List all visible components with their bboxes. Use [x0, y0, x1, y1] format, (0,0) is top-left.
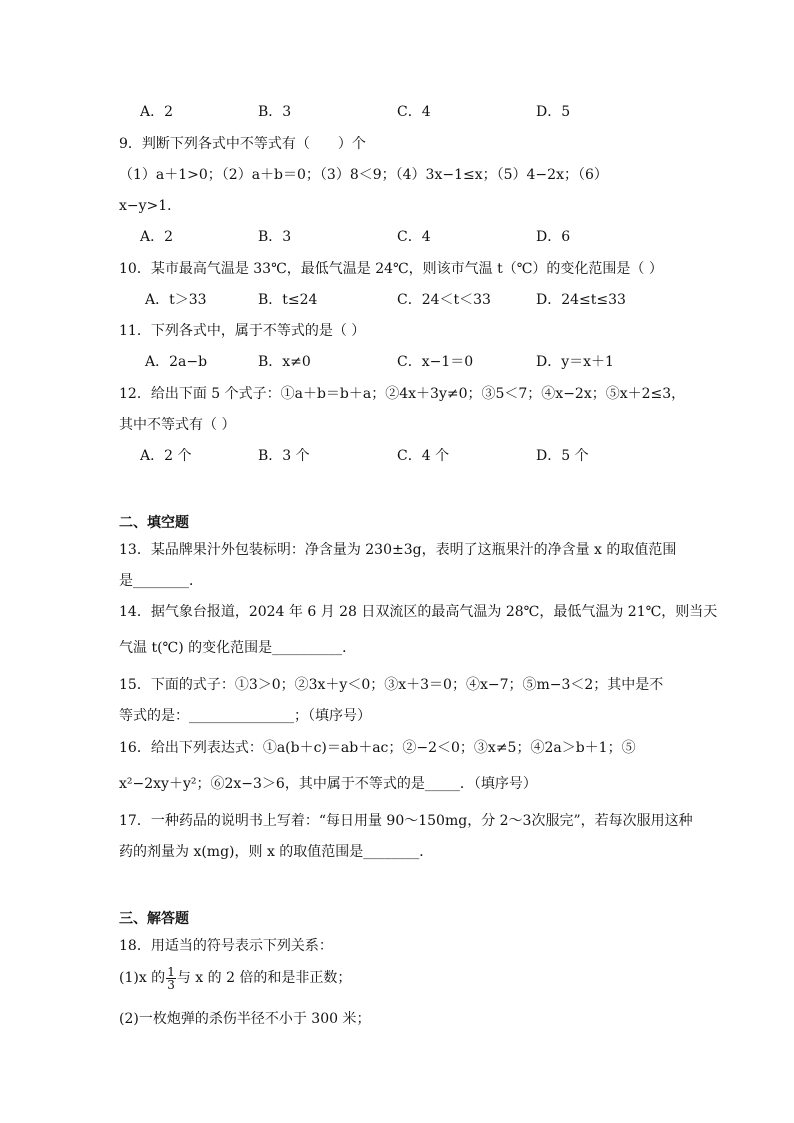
q12-option-d: D．5 个: [536, 448, 589, 464]
q14-stem-cont: 气温 t(℃) 的变化范围是__________．: [119, 640, 357, 656]
q8-option-b: B．3: [258, 104, 292, 120]
q12-stem: 12．给出下面 5 个式子：①a＋b＝b＋a；②4x＋3y≠0；③5＜7；④x−2x；⑤x＋2≤3，: [119, 386, 686, 402]
q13-stem-cont: 是________．: [119, 573, 203, 589]
q8-option-a: A．2: [140, 104, 174, 120]
q16-stem: 16．给出下列表达式：①a(b＋c)＝ab＋ac；②−2＜0；③x≠5；④2a＞b＋1；⑤: [119, 740, 636, 756]
q9-option-d: D．6: [536, 229, 571, 245]
q9-expressions: （1）a＋1>0；（2）a＋b＝0；（3）8＜9；（4）3x−1≤x；（5）4−2x；（6）: [119, 167, 608, 183]
q9-stem: 9．判断下列各式中不等式有（ ）个: [119, 136, 366, 152]
q13-stem: 13．某品牌果汁外包装标明：净含量为 230±3g，表明了这瓶果汁的净含量 x 的取值范围: [119, 542, 677, 558]
q10-option-d: D．24≤t≤33: [536, 292, 626, 308]
q14-stem: 14．据气象台报道，2024 年 6 月 28 日双流区的最高气温为 28℃，最低气温为 21℃，则当天: [119, 604, 718, 620]
q18-part1-prefix: (1)x 的: [119, 970, 166, 986]
one-third-fraction: $\frac{1}{3}$: [167, 964, 175, 992]
section-fill-in-title: 二、填空题: [119, 515, 189, 531]
q11-option-c: C．x−1＝0: [397, 354, 474, 370]
q16-stem-cont: x²−2xy＋y²；⑥2x−3＞6，其中属于不等式的是_____．（填序号）: [119, 776, 537, 792]
q9-option-a: A．2: [140, 229, 174, 245]
q10-option-b: B．t≤24: [258, 292, 318, 308]
q11-option-d: D．y＝x＋1: [536, 354, 614, 370]
q18-stem: 18．用适当的符号表示下列关系：: [119, 938, 333, 954]
q18-part1: [119, 964, 351, 992]
q12-stem-cont: 其中不等式有（ ）: [119, 417, 236, 433]
q15-stem-cont: 等式的是：_______________；（填序号）: [119, 708, 371, 724]
q12-option-b: B．3 个: [258, 448, 310, 464]
q12-option-a: A．2 个: [140, 448, 192, 464]
q11-option-a: A．2a−b: [145, 354, 208, 370]
q10-option-c: C．24＜t＜33: [397, 292, 491, 308]
q11-stem: 11．下列各式中，属于不等式的是（ ）: [119, 323, 366, 339]
q8-option-c: C．4: [397, 104, 431, 120]
q18-part2: (2)一枚炮弹的杀伤半径不小于 300 米；: [119, 1011, 371, 1027]
q10-option-a: A．t＞33: [145, 292, 207, 308]
q9-option-c: C．4: [397, 229, 431, 245]
q9-expressions-cont: x−y>1．: [119, 198, 182, 214]
q17-stem-cont: 药的剂量为 x(mg)，则 x 的取值范围是________．: [119, 844, 434, 860]
section-answer-title: 三、解答题: [119, 911, 189, 927]
q10-stem: 10．某市最高气温是 33℃，最低气温是 24℃，则该市气温 t（℃）的变化范围是（ ）: [119, 261, 663, 277]
q18-part1-suffix: 与 x 的 2 倍的和是非正数；: [176, 970, 352, 986]
q11-option-b: B．x≠0: [258, 354, 311, 370]
q9-option-b: B．3: [258, 229, 292, 245]
q17-stem: 17．一种药品的说明书上写着：“每日用量 90～150mg，分 2～3次服完”，若每次服用这种: [119, 813, 693, 829]
q12-option-c: C．4 个: [397, 448, 450, 464]
q8-option-d: D．5: [536, 104, 571, 120]
q15-stem: 15．下面的式子：①3＞0；②3x＋y＜0；③x＋3＝0；④x−7；⑤m−3＜2；其中是不: [119, 677, 664, 693]
